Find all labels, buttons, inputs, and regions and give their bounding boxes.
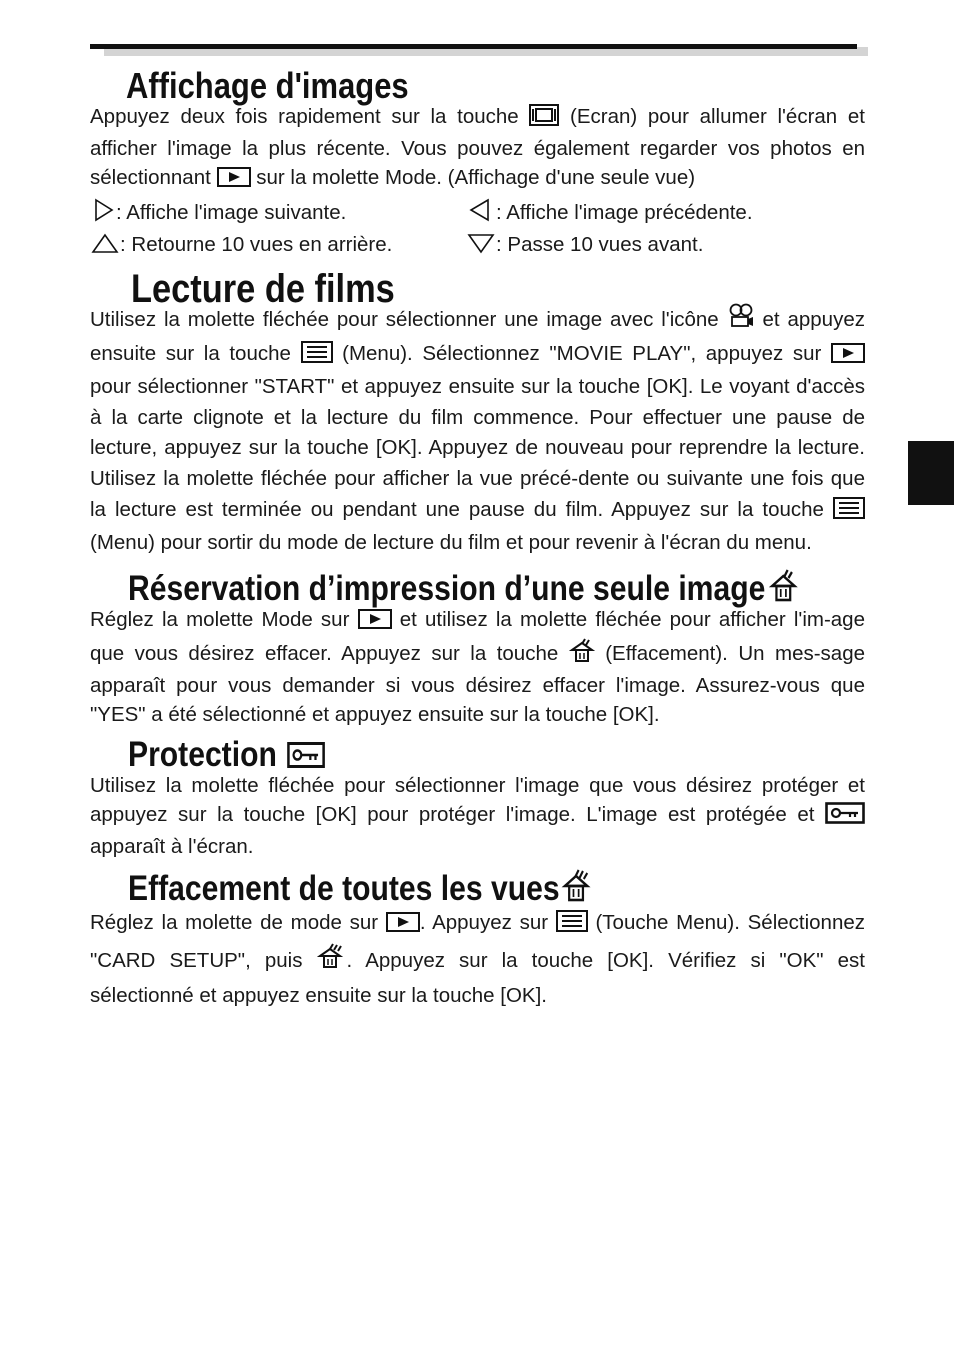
heading-affichage: Affichage d'images: [126, 65, 409, 106]
erase-icon: [769, 568, 798, 613]
play-icon: [386, 910, 420, 942]
paragraph-effacement: Réglez la molette de mode sur . Appuyez sur (Touche Menu). Sélectionnez "CARD SETUP", puis . Appuyez sur la touche [OK]. Vérifiez si "OK" est sélectionné et appuyez ensuite sur la touche [OK].: [90, 910, 866, 1007]
menu-icon: [833, 497, 865, 529]
erase-all-icon: [561, 868, 592, 913]
menu-icon: [556, 910, 588, 942]
triangle-right-icon: [90, 198, 116, 232]
triangle-up-icon: [90, 232, 120, 264]
triangle-down-icon: [466, 232, 496, 264]
chapter-tab: [908, 441, 954, 505]
paragraph-lecture: Utilisez la molette fléchée pour sélectionner une image avec l'icône et appuyez ensuite sur la touche (Menu). Sélectionnez "MOVIE PLAY", appuyez sur pour sélectionner "START" et appuyez ensuite sur la touche [OK]. Le voyant d'accès à la carte clignote et la lecture du film commence. Pour effectuer une pause de lecture, appuyez sur la touche [OK]. Appuyez de nouveau pour reprendre la lecture. Utilisez la molette fléchée pour afficher la vue précé-dente ou suivante une fois que la lecture est terminée ou pendant une pause du film. Appuyez sur la touche (Menu) pour sortir du mode de lecture du film et pour revenir à l'écran du menu.: [90, 303, 865, 559]
navigation-legend: [90, 197, 865, 261]
play-icon: [217, 166, 251, 195]
paragraph-affichage: Appuyez deux fois rapidement sur la touche (Ecran) pour allumer l'écran et afficher l'image la plus récente. Vous pouvez également regarder vos photos en sélectionnant sur la molette Mode. (Affichage d'une seule vue): [90, 102, 865, 195]
nav-next-item: : Affiche l'image suivante.: [90, 197, 346, 232]
header-rule: [90, 44, 857, 49]
nav-fwd10-item: : Passe 10 vues avant.: [466, 229, 703, 264]
menu-icon: [301, 341, 333, 373]
play-icon: [831, 342, 865, 373]
heading-protection: Protection: [128, 733, 762, 779]
paragraph-protection: Utilisez la molette fléchée pour sélectionner l'image que vous désirez protéger et appuyez sur la touche [OK] pour protéger l'image. L'image est protégée et apparaît à l'écran.: [90, 773, 865, 858]
heading-lecture: Lecture de films: [131, 267, 395, 311]
heading-reservation: Réservation d’impression d’une seule image: [128, 567, 762, 613]
triangle-left-icon: [466, 198, 496, 232]
nav-prev-item: : Affiche l'image précédente.: [466, 197, 753, 232]
paragraph-reservation: Réglez la molette Mode sur et utilisez la molette fléchée pour afficher l'im-age que vous désirez effacer. Appuyez sur la touche (Effacement). Un mes-sage apparaît pour vous demander si vous désirez effacer l'image. Assurez-vous que "YES" a été sélectionné et appuyez ensuite sur la touche [OK].: [90, 607, 865, 726]
erase-all-icon: [317, 942, 347, 980]
heading-effacement: Effacement de toutes les vues: [128, 867, 762, 913]
screen-icon: [529, 104, 559, 134]
protect-key-icon: [287, 735, 325, 779]
protect-key-icon: [825, 802, 865, 832]
nav-back10-item: : Retourne 10 vues en arrière.: [90, 229, 392, 264]
erase-icon: [569, 637, 595, 671]
page-content: [90, 64, 865, 1012]
